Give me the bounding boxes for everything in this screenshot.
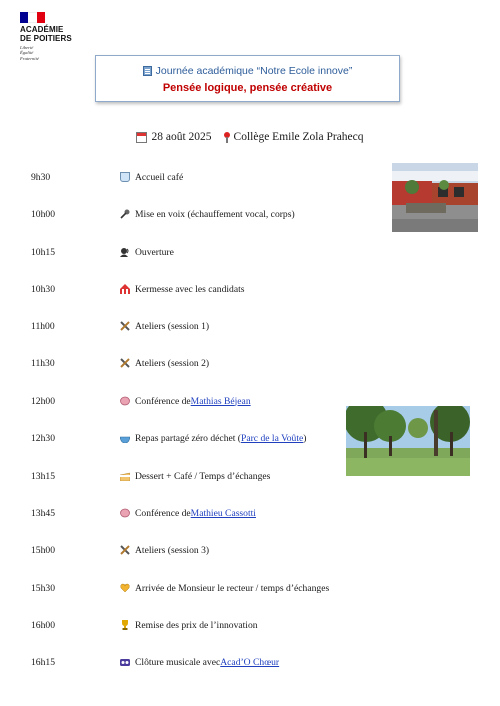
agenda-time: 12h30: [31, 432, 55, 444]
agenda-text: Ateliers (session 1): [135, 320, 210, 332]
tools-icon: [120, 358, 130, 368]
circus-tent-icon: [120, 284, 130, 294]
cake-icon: [120, 471, 130, 481]
agenda-text: Accueil café: [135, 171, 184, 183]
agenda-row: [0, 653, 500, 671]
agenda-text: Repas partagé zéro déchet (: [135, 432, 242, 444]
agenda-time: 10h15: [31, 246, 55, 258]
agenda-row: [0, 354, 500, 372]
event-subtitle: Pensée logique, pensée créative: [162, 82, 333, 94]
agenda-activity: [120, 620, 258, 631]
agenda-time: 15h00: [31, 544, 55, 556]
agenda-text: Arrivée de Monsieur le recteur / temps d’échanges: [135, 582, 330, 594]
agenda-text: Ateliers (session 2): [135, 357, 210, 369]
speaker-icon: [120, 247, 130, 257]
agenda-time: 13h45: [31, 507, 55, 519]
agenda-text: Mise en voix (échauffement vocal, corps): [135, 208, 295, 220]
agenda-row: [0, 467, 500, 485]
academie-logo: [20, 12, 100, 61]
agenda-text: Ouverture: [135, 246, 174, 258]
title-box: [95, 55, 400, 102]
notebook-icon: [143, 66, 152, 76]
agenda-text: Conférence de: [135, 395, 191, 407]
event-date: 28 août 2025: [151, 131, 212, 143]
coffee-icon: [120, 172, 130, 182]
heart-icon: [120, 583, 130, 593]
agenda-text: Ateliers (session 3): [135, 544, 210, 556]
agenda-text-end: ): [303, 432, 307, 444]
trophy-icon: [120, 620, 130, 630]
agenda-row: [0, 616, 500, 634]
agenda-activity: [120, 247, 174, 258]
agenda-time: 11h00: [31, 320, 55, 332]
agenda-row: [0, 392, 500, 410]
agenda-activity: [120, 545, 209, 556]
agenda-activity: [120, 471, 270, 482]
agenda-activity: [120, 284, 244, 295]
agenda-activity: [120, 657, 279, 668]
agenda-activity: [120, 583, 329, 594]
music-icon: [120, 657, 130, 667]
date-place-line: [0, 131, 500, 143]
bowl-icon: [120, 433, 130, 443]
logo-name: ACADÉMIE DE POITIERS: [20, 25, 72, 43]
agenda-row: [0, 504, 500, 522]
french-flag-icon: [20, 12, 45, 23]
agenda-time: 12h00: [31, 395, 55, 407]
agenda-activity: [120, 508, 256, 519]
agenda-row: [0, 168, 500, 186]
agenda-time: 16h00: [31, 619, 55, 631]
agenda-time: 11h30: [31, 357, 55, 369]
tools-icon: [120, 545, 130, 555]
agenda-row: [0, 243, 500, 261]
agenda-row: [0, 541, 500, 559]
agenda-time: 13h15: [31, 470, 55, 482]
event-title-row: [96, 65, 399, 77]
tools-icon: [120, 321, 130, 331]
event-title: Journée académique “Notre Ecole innove”: [155, 65, 353, 77]
agenda-time: 15h30: [31, 582, 55, 594]
agenda-text: Dessert + Café / Temps d’échanges: [135, 470, 271, 482]
agenda-text: Kermesse avec les candidats: [135, 283, 245, 295]
calendar-icon: [136, 132, 147, 143]
agenda-time: 10h30: [31, 283, 55, 295]
brain-icon: [120, 396, 130, 406]
agenda-activity: [120, 396, 251, 407]
microphone-icon: [120, 209, 130, 219]
pushpin-icon: [224, 132, 230, 138]
agenda-activity: [120, 321, 209, 332]
agenda-row: [0, 579, 500, 597]
choir-link[interactable]: Acad’O Chœur: [220, 656, 280, 668]
agenda-activity: [120, 209, 295, 220]
agenda-time: 10h00: [31, 208, 55, 220]
brain-icon: [120, 508, 130, 518]
logo-motto: Liberté Égalité Fraternité: [20, 45, 39, 61]
speaker-link[interactable]: Mathieu Cassotti: [190, 507, 256, 519]
agenda-row: [0, 280, 500, 298]
event-place: Collège Emile Zola Prahecq: [233, 131, 364, 143]
agenda-activity: [120, 358, 209, 369]
agenda-time: 9h30: [31, 171, 51, 183]
location-link[interactable]: Parc de la Voûte: [241, 432, 304, 444]
agenda-row: [0, 205, 500, 223]
agenda-text: Remise des prix de l’innovation: [135, 619, 258, 631]
speaker-link[interactable]: Mathias Béjean: [190, 395, 251, 407]
agenda-row: [0, 317, 500, 335]
agenda-row: [0, 429, 500, 447]
agenda-activity: [120, 172, 183, 183]
agenda-text: Clôture musicale avec: [135, 656, 221, 668]
agenda-text: Conférence de: [135, 507, 191, 519]
agenda-activity: [120, 433, 306, 444]
agenda-time: 16h15: [31, 656, 55, 668]
